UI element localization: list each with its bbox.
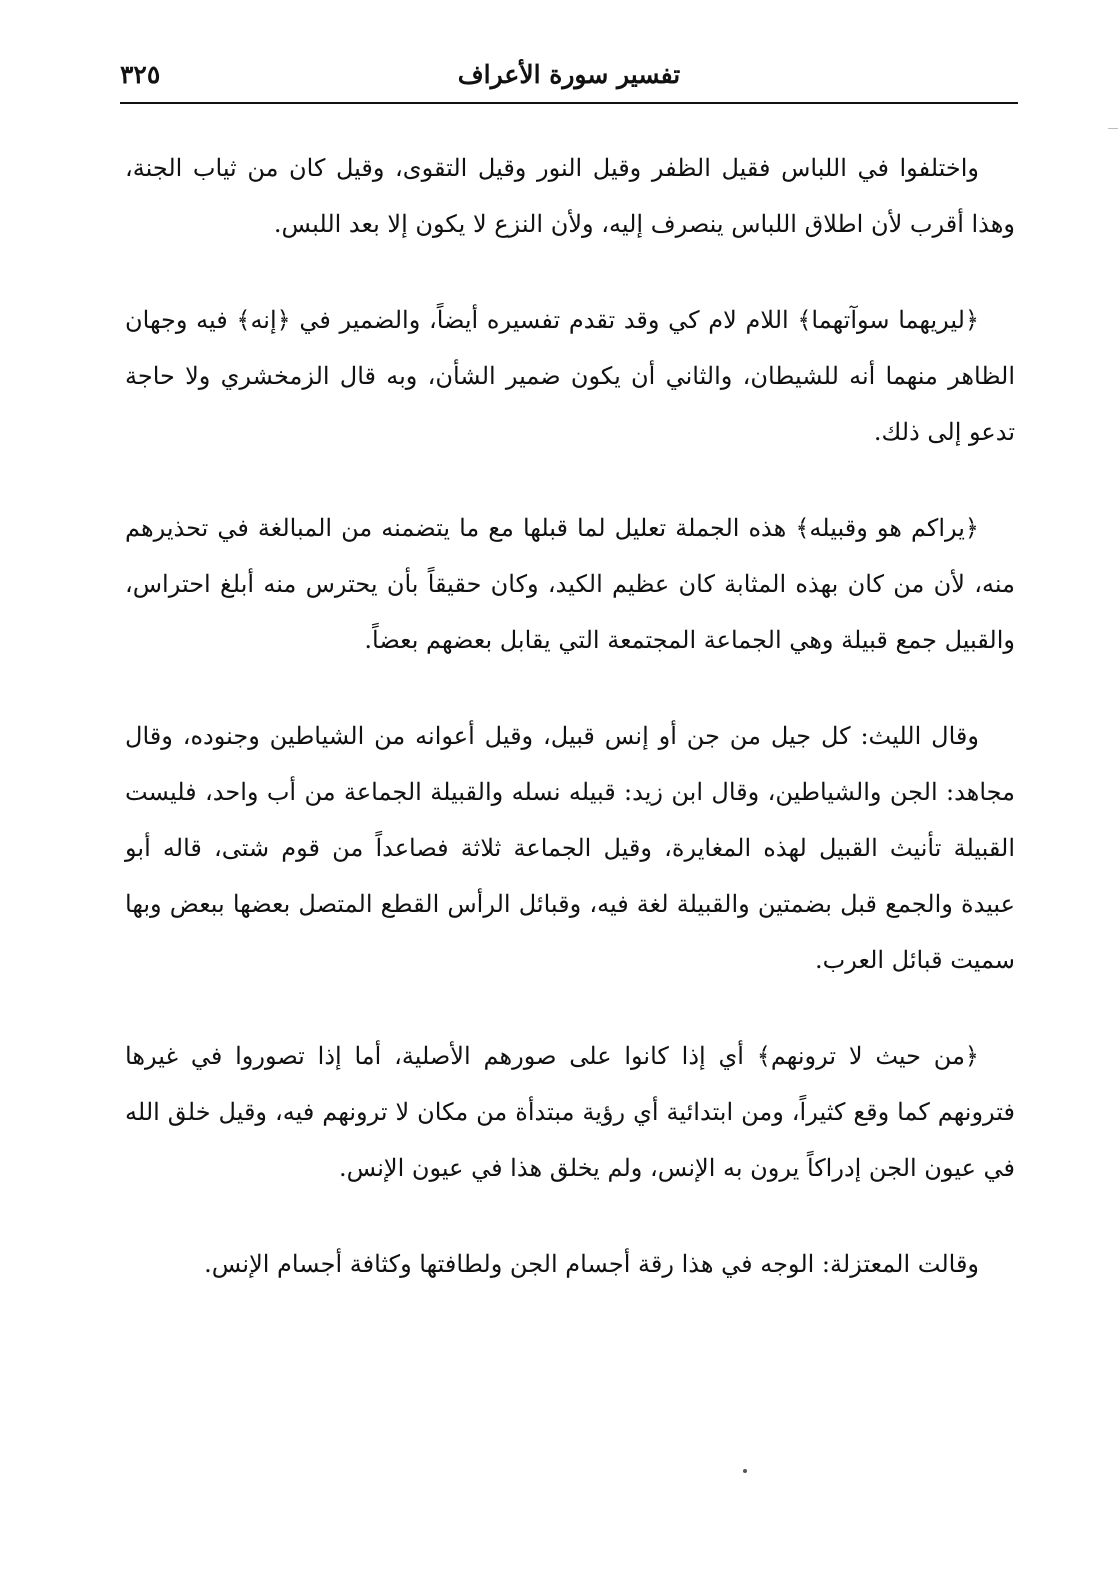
paragraph: ﴿يراكم هو وقبيله﴾ هذه الجملة تعليل لما قبلها مع ما يتضمنه من المبالغة في تحذيرهم منه، لأن من كان بهذه المثابة كان عظيم الكيد، وكان حقيقاً بأن يحترس منه أبلغ احتراس، والقبيل جمع قبيلة وهي الجماعة المجتمعة التي يقابل بعضهم بعضاً. — [125, 514, 1015, 654]
paragraph: وقالت المعتزلة: الوجه في هذا رقة أجسام الجن ولطافتها وكثافة أجسام الإنس. — [204, 1250, 979, 1278]
paragraph-gap — [125, 988, 1015, 1028]
paragraph: ﴿من حيث لا ترونهم﴾ أي إذا كانوا على صورهم الأصلية، أما إذا تصوروا في غيرها فترونهم كما وقع كثيراً، ومن ابتدائية أي رؤية مبتدأة من مكان لا ترونهم فيه، وقيل خلق الله في عيون الجن إدراكاً يرون به الإنس، ولم يخلق هذا في عيون الإنس. — [125, 1042, 1015, 1182]
paragraph-gap — [125, 252, 1015, 292]
header-rule — [120, 102, 1018, 104]
paragraph: واختلفوا في اللباس فقيل الظفر وقيل النور وقيل التقوى، وقيل كان من ثياب الجنة، وهذا أقرب لأن اطلاق اللباس ينصرف إليه، ولأن النزع لا يكون إلا بعد اللبس. — [125, 154, 1015, 238]
page-number: ٣٢٥ — [120, 60, 161, 89]
page-header — [120, 58, 1018, 104]
margin-mark — [1108, 128, 1118, 129]
paragraph-gap — [125, 460, 1015, 500]
running-title: تفسير سورة الأعراف — [457, 60, 681, 89]
paragraph-gap — [125, 668, 1015, 708]
scan-speck — [743, 1469, 747, 1473]
page-body — [125, 140, 1015, 1292]
paragraph: ﴿ليريهما سوآتهما﴾ اللام لام كي وقد تقدم تفسيره أيضاً، والضمير في ﴿إنه﴾ فيه وجهان الظاهر منهما أنه للشيطان، والثاني أن يكون ضمير الشأن، وبه قال الزمخشري ولا حاجة تدعو إلى ذلك. — [125, 306, 1016, 446]
paragraph: وقال الليث: كل جيل من جن أو إنس قبيل، وقيل أعوانه من الشياطين وجنوده، وقال مجاهد: الجن والشياطين، وقال ابن زيد: قبيله نسله والقبيلة الجماعة من أب واحد، فليست القبيلة تأنيث القبيل لهذه المغايرة، وقيل الجماعة ثلاثة فصاعداً من قوم شتى، قاله أبو عبيدة والجمع قبل بضمتين والقبيلة لغة فيه، وقبائل الرأس القطع المتصل بعضها ببعض وبها سميت قبائل العرب. — [125, 722, 1015, 974]
paragraph-gap — [125, 1196, 1015, 1236]
